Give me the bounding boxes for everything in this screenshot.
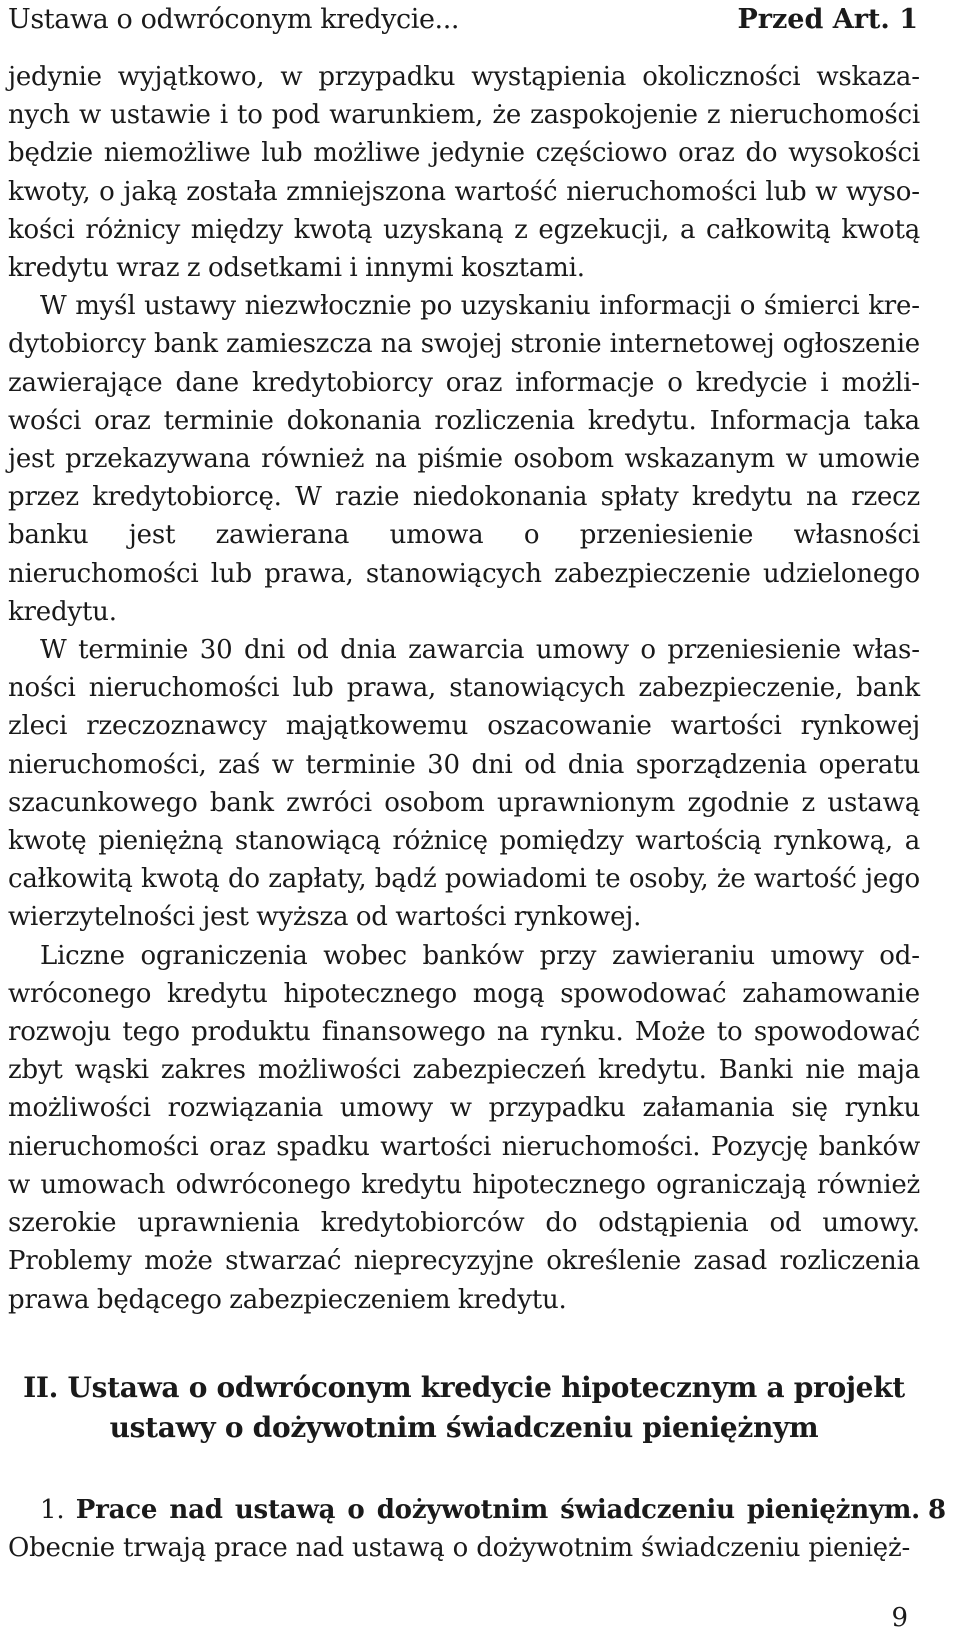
subsection-title: Prace nad ustawą o dożywotnim świadczeniu pieniężnym.	[75, 1495, 920, 1525]
paragraph-3: W terminie 30 dni od dnia zawarcia umowy o przeniesienie własności nieruchomości lub prawa, stanowiących zabezpieczenie, bank zleci rzeczoznawcy majątkowemu oszacowanie wartości rynkowej nieruchomości, zaś w terminie 30 dni od dnia sporządzenia operatu szacunkowego bank zwróci osobom uprawnionym zgodnie z ustawą kwotę pieniężną stanowiącą różnicę pomiędzy wartością rynkową, a całkowitą kwotą do zapłaty, bądź powiadomi te osoby, że wartość jego wierzytelności jest wyższa od wartości rynkowej.	[8, 635, 920, 933]
body-text	[8, 58, 920, 1319]
running-header-article: Przed Art. 1	[737, 4, 918, 35]
document-page	[8, 0, 920, 1650]
subsection-1	[8, 1491, 920, 1567]
section-heading	[8, 1368, 920, 1448]
paragraph-2: W myśl ustawy niezwłocznie po uzyskaniu informacji o śmierci kredytobiorcy bank zamieszcza na swojej stronie internetowej ogłoszenie zawierające dane kredytobiorcy oraz informacje o kredycie i możliwości oraz terminie dokonania rozliczenia kredytu. Informacja taka jest przekazywana również na piśmie osobom wskazanym w umowie przez kredytobiorcę. W razie niedokonania spłaty kredytu na rzecz banku jest zawierana umowa o przeniesienie własności nieruchomości lub prawa, stanowiących zabezpieczenie udzielonego kredytu.	[8, 291, 920, 627]
margin-number: 8	[928, 1495, 947, 1525]
paragraph-4: Liczne ograniczenia wobec banków przy zawieraniu umowy odwróconego kredytu hipotecznego mogą spowodować zahamowanie rozwoju tego produktu finansowego na rynku. Może to spowodować zbyt wąski zakres możliwości zabezpieczeń kredytu. Banki nie maja możliwości rozwiązania umowy w przypadku załamania się rynku nieruchomości oraz spadku wartości nieruchomości. Pozycję banków w umowach odwróconego kredytu hipotecznego ograniczają również szerokie uprawnienia kredytobiorców do odstąpienia od umowy. Problemy może stwarzać nieprecyzyjne określenie zasad rozliczenia prawa będącego zabezpieczeniem kredytu.	[8, 940, 920, 1315]
running-header-title: Ustawa o odwróconym kredycie...	[8, 4, 460, 35]
subsection-text: Obecnie trwają prace nad ustawą o dożywotnim świadczeniu pienięż-	[8, 1533, 911, 1563]
subsection-paragraph	[8, 1491, 920, 1567]
running-header	[8, 2, 920, 38]
section-heading-line-1: II. Ustawa o odwróconym kredycie hipotecznym a projekt	[23, 1371, 905, 1404]
page-number: 9	[891, 1603, 908, 1633]
section-heading-line-2: ustawy o dożywotnim świadczeniu pieniężnym	[109, 1411, 819, 1444]
paragraph-1: jedynie wyjątkowo, w przypadku wystąpienia okoliczności wskazanych w ustawie i to pod warunkiem, że zaspokojenie z nieruchomości będzie niemożliwe lub możliwe jedynie częściowo oraz do wysokości kwoty, o jaką została zmniejszona wartość nieruchomości lub w wysokości różnicy między kwotą uzyskaną z egzekucji, a całkowitą kwotą kredytu wraz z odsetkami i innymi kosztami.	[8, 62, 920, 284]
subsection-number: 1.	[40, 1495, 65, 1525]
